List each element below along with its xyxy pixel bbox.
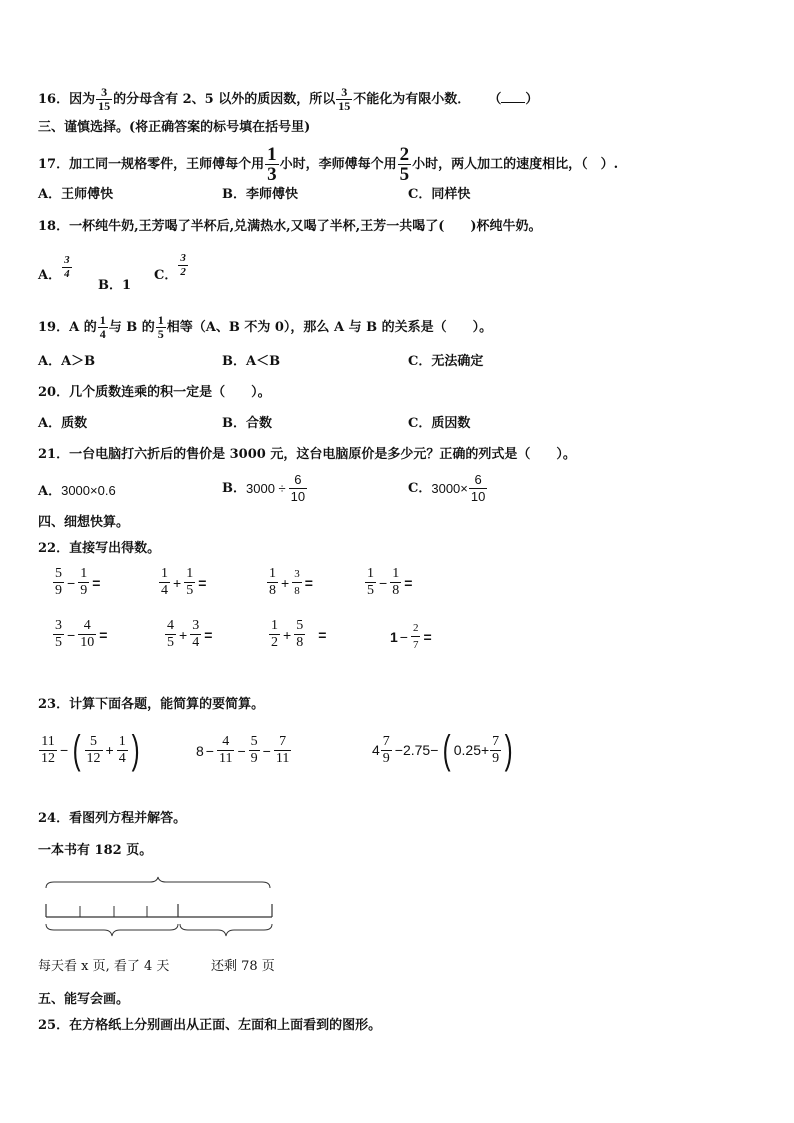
- q17-option-a[interactable]: A．王师傅快: [38, 187, 114, 202]
- decimal-term: 0.25+: [453, 742, 490, 758]
- fraction-denominator: 9: [250, 751, 258, 766]
- calc-expression-4: [364, 566, 414, 599]
- equals-sign: =: [423, 628, 432, 645]
- fraction-denominator: 10: [470, 489, 486, 504]
- fraction-numerator: 6: [474, 472, 482, 487]
- option-expression: 3000 ÷: [246, 480, 286, 496]
- fraction-denominator: 5: [367, 583, 374, 598]
- fraction-numerator: 7: [492, 733, 500, 749]
- fraction: [78, 566, 89, 599]
- question-18: 18．一杯纯牛奶,王芳喝了半杯后,兑满热水,又喝了半杯,王芳一共喝了( )杯纯牛奶。: [38, 219, 542, 234]
- fraction-numerator: 1: [392, 566, 400, 581]
- fraction-denominator: 11: [275, 751, 290, 766]
- fraction: [398, 145, 412, 184]
- fraction-numerator: 11: [41, 733, 55, 749]
- q19-option-c[interactable]: C．无法确定: [408, 354, 484, 369]
- option-letter: C．: [408, 480, 432, 496]
- q17-text-1: 17．加工同一规格零件，王师傅每个用: [38, 157, 265, 172]
- fraction-numerator: 4: [222, 734, 230, 749]
- fraction-numerator: 1: [367, 566, 374, 581]
- fraction: [53, 566, 64, 599]
- q21-option-b[interactable]: [222, 472, 308, 505]
- option-letter: A．: [38, 268, 62, 283]
- bracket-right: ）: [525, 92, 539, 107]
- fraction-denominator: 5: [167, 635, 174, 650]
- paren-left: (: [443, 728, 452, 772]
- fraction-denominator: 2: [271, 635, 278, 650]
- q18-option-a[interactable]: [38, 254, 73, 289]
- read-brace: [46, 924, 178, 936]
- fraction-denominator: 9: [382, 750, 390, 766]
- operator: +: [281, 574, 290, 591]
- fraction: [85, 734, 103, 767]
- fraction-denominator: 9: [55, 583, 62, 598]
- fraction: [98, 314, 108, 341]
- answer-blank[interactable]: [501, 89, 525, 103]
- remaining-brace: [180, 924, 272, 936]
- fraction: [39, 734, 57, 767]
- fraction-numerator: 1: [269, 566, 276, 581]
- q19-text-1: 19．A 的: [38, 320, 97, 335]
- calc-problem-3: [372, 730, 516, 770]
- fraction-numerator: 2: [412, 622, 419, 634]
- fraction-numerator: 3: [180, 252, 186, 264]
- fraction-denominator: 10: [80, 635, 95, 650]
- fraction-denominator: 15: [338, 99, 351, 113]
- question-22: 22．直接写出得数。: [38, 541, 161, 556]
- fraction-denominator: 5: [399, 164, 410, 185]
- fraction-denominator: 15: [98, 99, 111, 113]
- fraction-denominator: 5: [55, 635, 62, 650]
- section-4-heading: 四、细想快算。: [38, 515, 130, 530]
- fraction-numerator: 4: [167, 618, 174, 633]
- fraction-numerator: 5: [90, 733, 98, 749]
- calc-expression-8: [390, 620, 434, 653]
- fraction: [490, 734, 501, 767]
- fraction-denominator: 5: [157, 327, 164, 341]
- fraction: [274, 734, 291, 767]
- fraction: [267, 566, 278, 599]
- fraction-denominator: 12: [86, 750, 101, 766]
- fraction-numerator: 3: [101, 85, 108, 99]
- operator: +: [173, 574, 182, 591]
- fraction-numerator: 1: [267, 144, 277, 165]
- calc-expression-3: [266, 566, 315, 599]
- fraction-numerator: 1: [118, 733, 126, 749]
- fraction-denominator: 7: [411, 636, 421, 653]
- fraction-denominator: 5: [186, 583, 194, 598]
- fraction-numerator: 7: [279, 734, 287, 749]
- fraction-numerator: 5: [250, 734, 258, 749]
- q17-option-b[interactable]: B．李师傅快: [222, 187, 298, 202]
- whole-number: 1: [390, 628, 398, 645]
- equals-sign: =: [99, 626, 108, 643]
- section-3-heading: 三、谨慎选择。(将正确答案的标号填在括号里): [38, 120, 311, 135]
- fraction-numerator: 2: [399, 144, 410, 165]
- fraction-numerator: 1: [271, 618, 278, 633]
- fraction-denominator: 9: [80, 583, 88, 598]
- fraction: [78, 618, 96, 651]
- operator: −: [67, 626, 76, 643]
- total-brace: [46, 877, 270, 888]
- option-letter: B．: [222, 480, 246, 496]
- question-20: 20．几个质数连乘的积一定是（ ）。: [38, 385, 271, 400]
- fraction: [411, 620, 421, 653]
- q16-number: 16．: [38, 92, 70, 107]
- fraction: [156, 314, 166, 341]
- fraction-denominator: 10: [290, 489, 306, 504]
- label-remaining-pages: 还剩 78 页: [211, 959, 275, 974]
- q17-text-2: 小时，李师傅每个用: [279, 157, 397, 172]
- question-16: [38, 86, 538, 113]
- equals-sign: =: [404, 574, 413, 591]
- q21-option-a[interactable]: [38, 482, 116, 501]
- fraction-denominator: 12: [41, 750, 55, 766]
- q17-option-c[interactable]: C．同样快: [408, 187, 471, 202]
- fraction: [217, 734, 234, 767]
- label-read-pages: 每天看 x 页, 看了 4 天: [38, 959, 170, 974]
- bracket-left: （: [488, 92, 502, 107]
- calc-expression-6: [164, 618, 214, 651]
- fraction: [178, 252, 188, 279]
- q19-option-a[interactable]: A．A＞B: [38, 354, 96, 369]
- fraction-numerator: 3: [341, 85, 348, 99]
- option-letter: A．: [38, 484, 62, 499]
- book-pages-statement: 一本书有 182 页。: [38, 843, 153, 858]
- fraction-numerator: 1: [186, 566, 194, 581]
- fraction-denominator: 3: [267, 164, 277, 185]
- calc-expression-1: [52, 566, 102, 599]
- fraction-denominator: 8: [292, 582, 302, 599]
- q19-text-3: 相等（A、B 不为 0），那么 A 与 B 的关系是（ ）。: [166, 320, 493, 335]
- q20-option-b[interactable]: B．合数: [222, 416, 272, 431]
- equals-sign: =: [304, 574, 313, 591]
- q17-text-3: 小时，两人加工的速度相比，（ ）.: [412, 157, 619, 172]
- option-letter: C．: [154, 268, 178, 283]
- q18-option-c[interactable]: [154, 252, 189, 289]
- fraction: [249, 734, 260, 767]
- equals-sign: =: [204, 626, 213, 643]
- fraction: [159, 566, 170, 599]
- q16-text-1: 因为: [69, 92, 96, 107]
- operator: +: [105, 742, 114, 758]
- operator: −: [67, 574, 76, 591]
- fraction-numerator: 1: [80, 566, 88, 581]
- fraction-numerator: 7: [382, 733, 390, 749]
- equals-sign: =: [92, 574, 101, 591]
- q20-option-a[interactable]: A．质数: [38, 416, 88, 431]
- question-24: 24．看图列方程并解答。: [38, 811, 187, 826]
- fraction-denominator: 4: [192, 635, 200, 650]
- question-25: 25．在方格纸上分别画出从正面、左面和上面看到的图形。: [38, 1018, 382, 1033]
- fraction-numerator: 5: [296, 618, 304, 633]
- fraction: [53, 618, 64, 651]
- fraction-numerator: 1: [161, 566, 168, 581]
- operator: +: [179, 626, 188, 643]
- paren-left: (: [72, 728, 81, 772]
- q16-text-3: 不能化为有限小数．: [353, 92, 471, 107]
- fraction-denominator: 4: [161, 583, 168, 598]
- operator: −2.75−: [394, 742, 439, 758]
- fraction-denominator: 8: [269, 583, 276, 598]
- fraction: [336, 86, 352, 113]
- equals-sign: =: [198, 574, 207, 591]
- fraction: [289, 472, 307, 505]
- fraction: [469, 472, 487, 505]
- operator: −: [205, 742, 214, 759]
- fraction-numerator: 3: [55, 618, 62, 633]
- q20-option-c[interactable]: C．质因数: [408, 416, 471, 431]
- fraction: [117, 734, 128, 767]
- calc-expression-5: [52, 618, 109, 651]
- line-segment-diagram: [40, 876, 280, 940]
- fraction: [390, 566, 401, 599]
- equals-sign: =: [318, 626, 327, 643]
- fraction-numerator: 3: [192, 618, 200, 633]
- operator: +: [283, 626, 292, 643]
- fraction-numerator: 1: [157, 313, 164, 327]
- fraction-denominator: 8: [392, 583, 400, 598]
- calc-problem-2: [196, 734, 292, 767]
- fraction-numerator: 3: [294, 568, 300, 580]
- paren-right: ): [504, 728, 513, 772]
- fraction: [190, 618, 201, 651]
- operator: −: [237, 742, 246, 759]
- question-17: [38, 145, 618, 184]
- q16-text-2: 的分母含有 2、5 以外的质因数，所以: [113, 92, 336, 107]
- fraction: [294, 618, 305, 651]
- whole-number: 4: [372, 742, 380, 758]
- fraction-denominator: 2: [180, 266, 186, 278]
- fraction: [62, 254, 72, 281]
- fraction: [269, 618, 280, 651]
- paren-right: ): [131, 728, 140, 772]
- operator: −: [60, 742, 69, 758]
- calc-expression-7: [268, 618, 328, 651]
- question-23: 23．计算下面各题，能简算的要简算。: [38, 697, 265, 712]
- fraction: [96, 86, 112, 113]
- fraction: [184, 566, 195, 599]
- fraction-numerator: 4: [83, 618, 91, 633]
- q18-option-b[interactable]: B．1: [98, 278, 132, 293]
- fraction-numerator: 3: [64, 254, 70, 266]
- fraction-denominator: 9: [492, 750, 500, 766]
- whole-number: 8: [196, 742, 204, 759]
- option-expression: 3000×: [431, 480, 468, 496]
- fraction-denominator: 4: [118, 750, 126, 766]
- fraction-numerator: 6: [294, 472, 302, 487]
- fraction-numerator: 5: [55, 566, 62, 581]
- fraction-denominator: 11: [218, 751, 233, 766]
- section-5-heading: 五、能写会画。: [38, 992, 130, 1007]
- operator: −: [262, 742, 271, 759]
- fraction-numerator: 1: [99, 313, 106, 327]
- question-19: [38, 314, 492, 341]
- calc-expression-2: [158, 566, 208, 599]
- fraction-denominator: 4: [64, 268, 70, 280]
- fraction: [381, 734, 392, 767]
- q19-text-2: 与 B 的: [108, 320, 155, 335]
- fraction: [365, 566, 376, 599]
- fraction: [292, 566, 302, 599]
- calc-problem-1: [38, 730, 142, 770]
- fraction: [165, 618, 176, 651]
- option-expression: 3000×0.6: [61, 483, 116, 498]
- q21-option-c[interactable]: [408, 472, 488, 505]
- fraction: [265, 145, 279, 184]
- q19-option-b[interactable]: B．A＜B: [222, 354, 281, 369]
- fraction-denominator: 4: [99, 327, 106, 341]
- fraction-denominator: 8: [296, 635, 304, 650]
- operator: −: [379, 574, 388, 591]
- operator: −: [399, 628, 408, 645]
- question-21: 21．一台电脑打六折后的售价是 3000 元，这台电脑原价是多少元？正确的列式是（ ）。: [38, 447, 576, 462]
